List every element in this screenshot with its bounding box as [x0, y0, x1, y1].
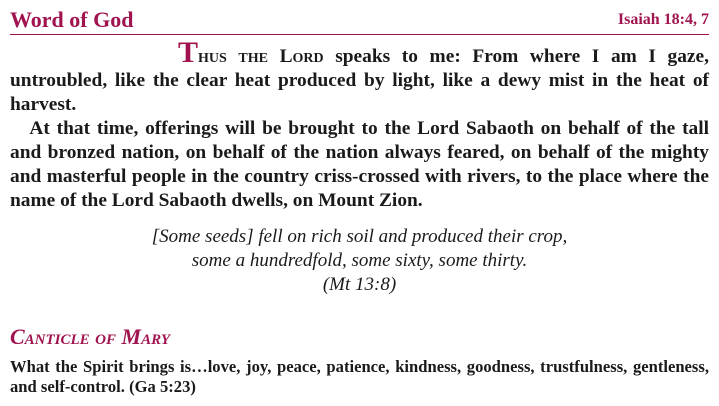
section-title: Word of God	[10, 7, 134, 32]
reading-opening-smallcaps: hus the Lord	[198, 46, 324, 67]
reading-paragraph-2	[10, 117, 709, 213]
verse-line-2: some a hundredfold, some sixty, some thirty.	[191, 250, 528, 271]
canticle-title: Canticle of Mary	[10, 324, 170, 349]
page	[10, 6, 709, 397]
verse-line-1: [Some seeds] fell on rich soil and produced their crop,	[151, 226, 568, 247]
verse-quote	[10, 225, 709, 297]
canticle-text: What the Spirit brings is…love, joy, peace, patience, kindness, goodness, trustfulness, gentleness, and self-control. (Ga 5:23)	[10, 357, 709, 396]
verse-citation: (Mt 13:8)	[322, 274, 397, 295]
scripture-reference: Isaiah 18:4, 7	[617, 11, 709, 28]
header	[10, 6, 709, 35]
reading-paragraph-1-text: speaks to me: From where I am I gaze, untroubled, like the clear heat produced by light, like a dewy mist in the heat of harvest.	[10, 46, 709, 115]
reading-paragraph-1	[10, 36, 709, 117]
drop-cap: T	[178, 36, 199, 69]
reading-text	[10, 36, 709, 213]
reading-paragraph-2-text: At that time, offerings will be brought to the Lord Sabaoth on behalf of the tall and bronzed nation, on behalf of the nation always feared, on behalf of the mighty and masterful people in the country criss-crossed with rivers, to the place where the name of the Lord Sabaoth dwells, on Mount Zion.	[10, 118, 709, 211]
